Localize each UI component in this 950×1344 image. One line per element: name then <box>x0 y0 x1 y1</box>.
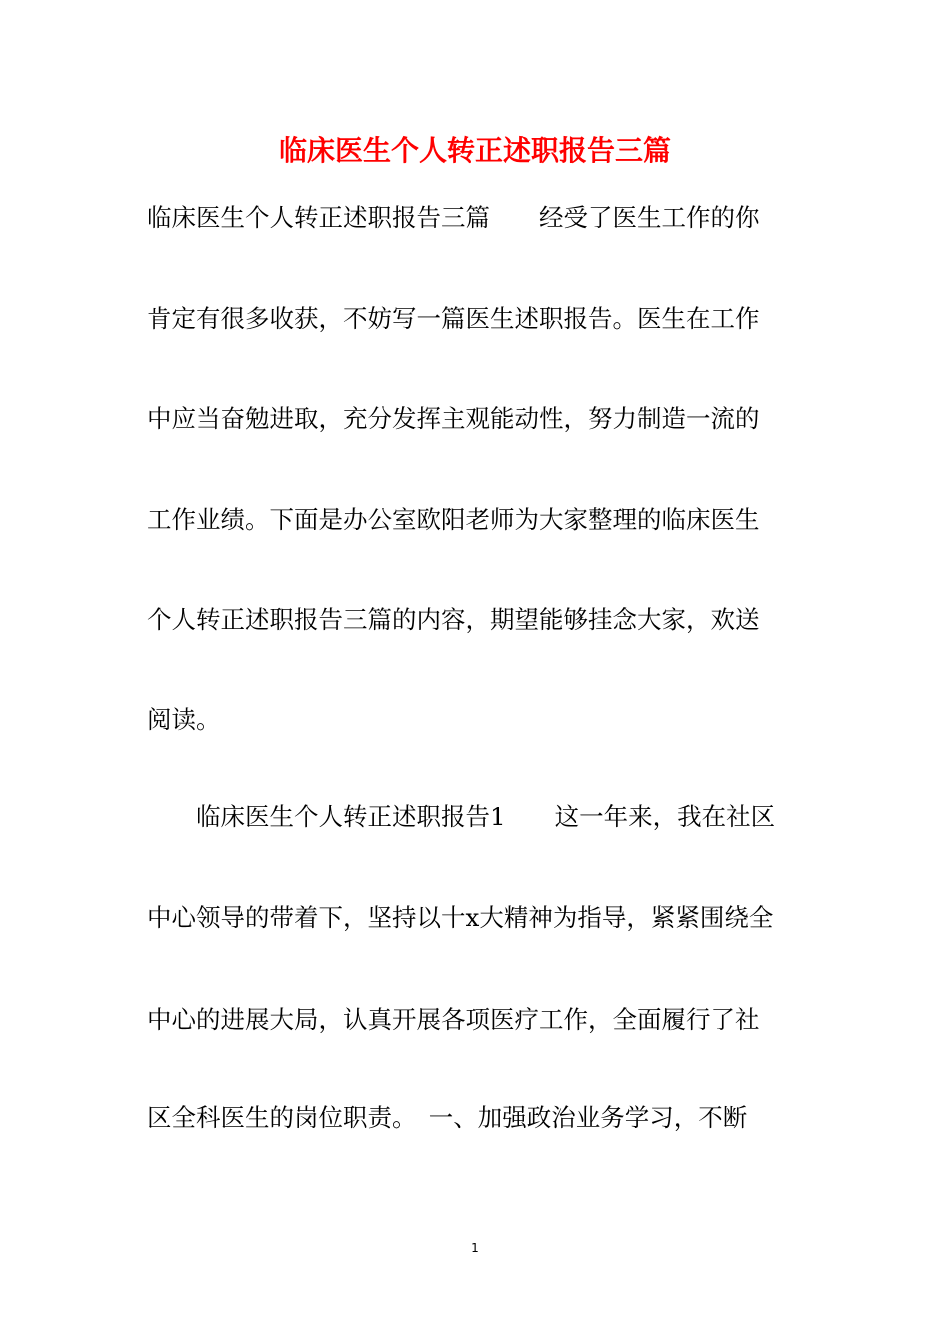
body-line: 肯定有很多收获，不妨写一篇医生述职报告。医生在工作 <box>147 304 760 333</box>
body-line: 中心领导的带着下，坚持以十x大精神为指导，紧紧围绕全 <box>147 903 774 932</box>
body-line: 中心的进展大局，认真开展各项医疗工作，全面履行了社 <box>147 1005 760 1034</box>
body-line: 临床医生个人转正述职报告1 这一年来，我在社区 <box>147 802 776 831</box>
document-title: 临床医生个人转正述职报告三篇 <box>278 134 671 167</box>
body-line: 工作业绩。下面是办公室欧阳老师为大家整理的临床医生 <box>147 505 760 534</box>
page-number: 1 <box>471 1241 479 1255</box>
body-line: 临床医生个人转正述职报告三篇 经受了医生工作的你 <box>147 203 760 232</box>
body-line: 中应当奋勉进取，充分发挥主观能动性，努力制造一流的 <box>147 404 760 433</box>
body-line: 阅读。 <box>147 705 221 734</box>
body-line: 区全科医生的岗位职责。 一、加强政治业务学习，不断 <box>147 1103 748 1132</box>
body-line: 个人转正述职报告三篇的内容，期望能够挂念大家，欢送 <box>147 605 760 634</box>
